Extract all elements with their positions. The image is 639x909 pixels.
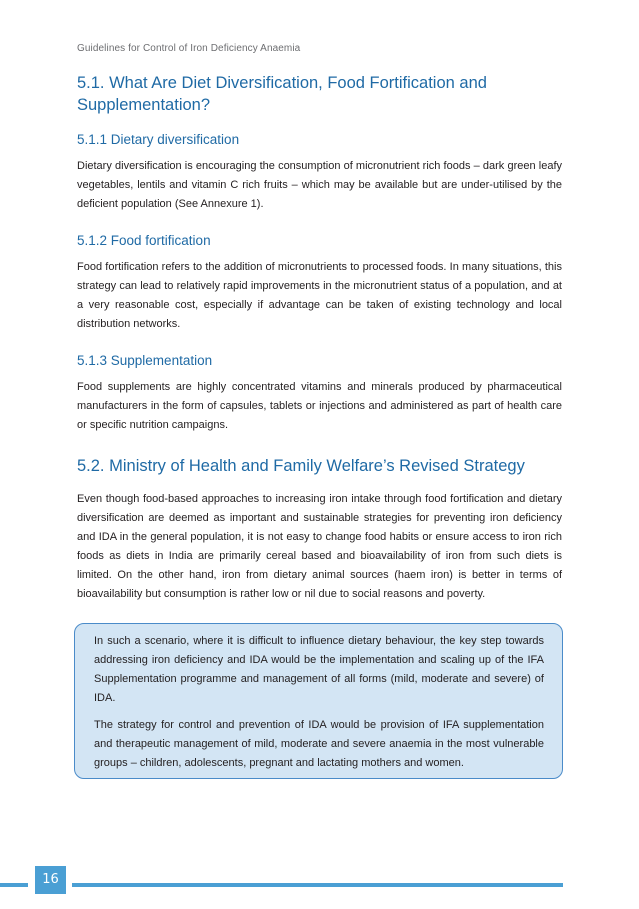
- running-header: Guidelines for Control of Iron Deficiency Anaemia: [77, 43, 301, 54]
- section-5-2-title: 5.2. Ministry of Health and Family Welfare’s Revised Strategy: [77, 457, 525, 475]
- callout-paragraph-2: The strategy for control and prevention of IDA would be provision of IFA supplementation and therapeutic management of mild, moderate and severe anaemia in the most vulnerable groups – children, adolescents, pregnant and lactating mothers and women.: [94, 719, 544, 769]
- subsection-5-1-3-title: 5.1.3 Supplementation: [77, 353, 213, 368]
- strategy-callout-box: [74, 623, 563, 779]
- subsection-5-1-2-body: Food fortification refers to the addition of micronutrients to processed foods. In many situations, this strategy can lead to relatively rapid improvements in the micronutrient status of a population, and at a very reasonable cost, especially if advantage can be taken of existing technology and local distribution networks.: [77, 261, 562, 330]
- section-5-1-title: 5.1. What Are Diet Diversification, Food Fortification and Supplementation?: [77, 74, 487, 114]
- subsection-5-1-1-body: Dietary diversification is encouraging the consumption of micronutrient rich foods – dark green leafy vegetables, lentils and vitamin C rich fruits – which may be available but are under-utilised by the deficient population (See Annexure 1).: [77, 160, 562, 210]
- page-number: 16: [35, 866, 66, 894]
- subsection-5-1-1-title: 5.1.1 Dietary diversification: [77, 132, 240, 147]
- footer-rule-left: [0, 883, 28, 887]
- subsection-5-1-2-title: 5.1.2 Food fortification: [77, 233, 211, 248]
- callout-paragraph-1: In such a scenario, where it is difficult to influence dietary behaviour, the key step towards addressing iron deficiency and IDA would be the implementation and scaling up of the IFA Supplementation programme and management of all forms (mild, moderate and severe) of IDA.: [94, 635, 544, 704]
- page-content: [77, 72, 562, 622]
- section-5-2-body: Even though food-based approaches to increasing iron intake through food fortification and dietary diversification are deemed as important and sustainable strategies for preventing iron deficiency and IDA in the general population, it is not easy to change food habits or ensure access to iron rich foods as diets in India are primarily cereal based and bioavailability of iron from such diets is limited. On the other hand, iron from dietary animal sources (haem iron) is better in terms of bioavailability but consumption is rather low or nil due to social reasons and poverty.: [77, 493, 562, 600]
- subsection-5-1-3-body: Food supplements are highly concentrated vitamins and minerals produced by pharmaceutical manufacturers in the form of capsules, tablets or injections and administered as part of health care or specific nutrition campaigns.: [77, 381, 562, 431]
- footer-rule-right: [72, 883, 563, 887]
